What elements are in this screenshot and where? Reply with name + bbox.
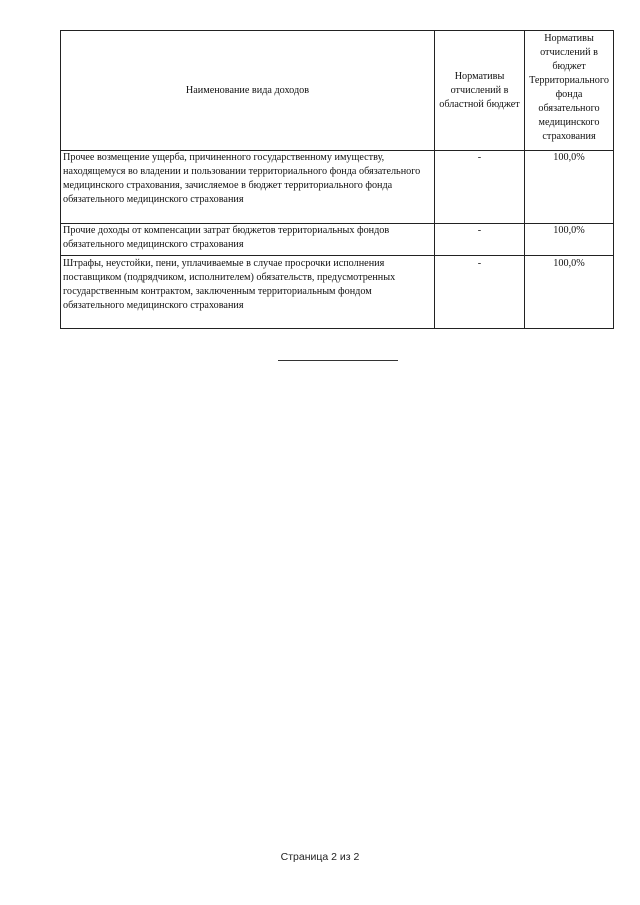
regional-value-cell: - — [435, 256, 525, 329]
income-type-cell: Штрафы, неустойки, пени, уплачиваемые в случае просрочки исполнения поставщиком (подрядчиком, исполнителем) обязательств, предусмотренных государственным контрактом, заключенным территориальным фондом обязательного медицинского страхования — [61, 256, 435, 329]
table-row — [61, 256, 614, 329]
table-row — [61, 151, 614, 224]
territorial-value-cell: 100,0% — [525, 224, 614, 256]
header-territorial-fund: Нормативы отчислений в бюджет Территориального фонда обязательного медицинского страхования — [525, 31, 614, 151]
regional-value-cell: - — [435, 224, 525, 256]
table-row — [61, 224, 614, 256]
header-income-type: Наименование вида доходов — [61, 31, 435, 151]
page-number: Страница 2 из 2 — [280, 851, 360, 863]
income-type-cell: Прочее возмещение ущерба, причиненного государственному имуществу, находящемуся во владении и пользовании территориального фонда обязательного медицинского страхования, зачисляемое в бюджет территориального фонда обязательного медицинского страхования — [61, 151, 435, 224]
income-standards-table — [60, 30, 614, 329]
income-type-cell: Прочие доходы от компенсации затрат бюджетов территориальных фондов обязательного медицинского страхования — [61, 224, 435, 256]
header-regional-budget: Нормативы отчислений в областной бюджет — [435, 31, 525, 151]
territorial-value-cell: 100,0% — [525, 151, 614, 224]
territorial-value-cell: 100,0% — [525, 256, 614, 329]
regional-value-cell: - — [435, 151, 525, 224]
closing-divider — [278, 360, 398, 361]
table-header-row — [61, 31, 614, 151]
